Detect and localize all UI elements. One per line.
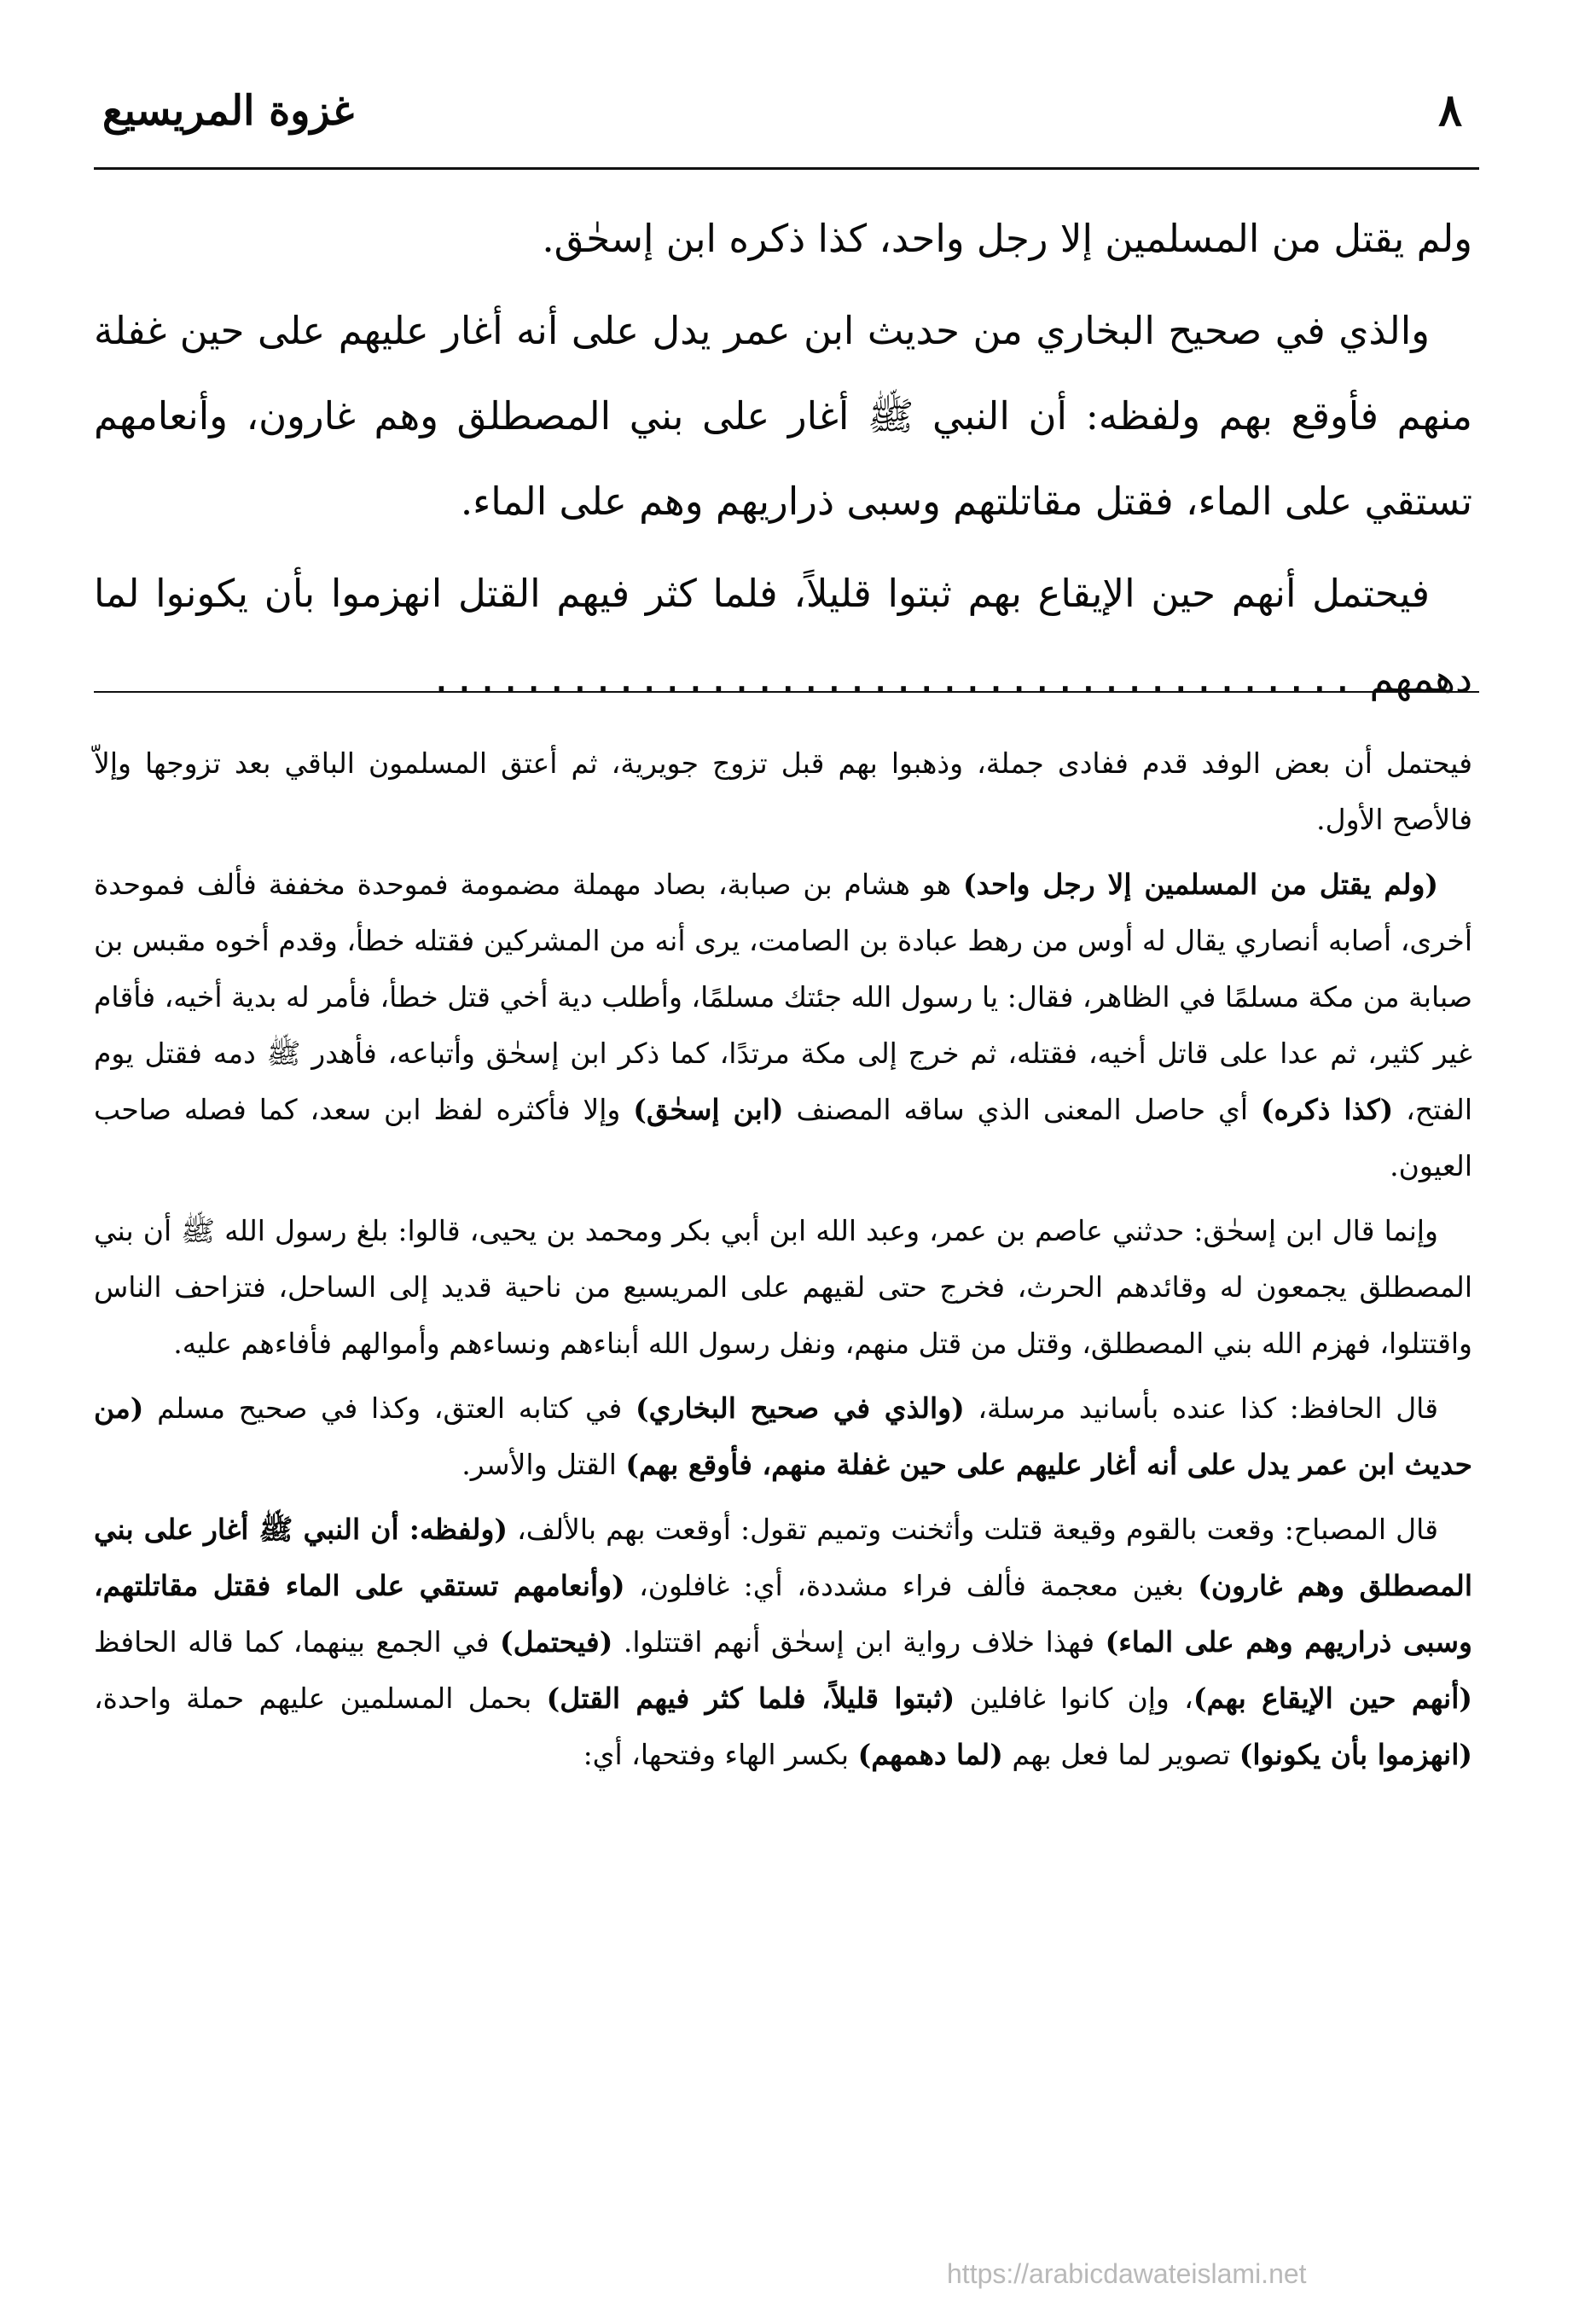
quoted-phrase: (انهزموا بأن يكونوا) [1239, 1738, 1472, 1771]
quoted-phrase: (من حديث ابن عمر يدل على أنه أغار عليهم على حين غفلة منهم، فأوقع بهم) [94, 1391, 1472, 1481]
quoted-phrase: (ولم يقتل من المسلمين إلا رجل واحد) [963, 868, 1438, 901]
commentary-text-span: أي حاصل المعنى الذي ساقه المصنف [783, 1093, 1261, 1126]
quoted-phrase: (أنهم حين الإيقاع بهم) [1193, 1682, 1473, 1715]
commentary-text-span: قال الحافظ: كذا عنده بأسانيد مرسلة، [964, 1391, 1439, 1425]
commentary-rule [94, 691, 1479, 693]
quoted-phrase: (ولفظه: أن النبي ﷺ أغار على بني المصطلق وهم غارون) [94, 1513, 1473, 1602]
commentary-paragraph-3: وإنما قال ابن إسحٰق: حدثني عاصم بن عمر، وعبد الله ابن أبي بكر ومحمد بن يحيى، قالوا: بلغ رسول الله ﷺ أن بني المصطلق يجمعون له وقائدهم الحرث، فخرج حتى لقيهم على المريسيع من ناحية قديد إلى الساحل، فتزاحف الناس واقتتلوا، فهزم الله بني المصطلق، وقتل من قتل منهم، ونفل رسول الله أبناءهم ونساءهم وأموالهم فأفاءهم عليه. [94, 1214, 1472, 1360]
quoted-phrase: (وأنعامهم تستقي على الماء فقتل مقاتلتهم، وسبى ذراريهم وهم على الماء) [94, 1569, 1472, 1659]
header-rule [94, 167, 1479, 170]
main-paragraph-3 [94, 551, 1472, 722]
commentary-text-span: ، وإن كانوا غافلين [955, 1682, 1193, 1715]
commentary-text-span: بحمل المسلمين عليهم حملة واحدة، [94, 1682, 547, 1715]
running-title: غزوة المريسيع [102, 87, 355, 135]
commentary-text-span: في الجمع بينهما، كما قاله الحافظ [94, 1625, 501, 1659]
commentary-text-span: تصوير لما فعل بهم [1002, 1738, 1239, 1771]
commentary-text [94, 735, 1472, 1792]
main-paragraph-3-text: فيحتمل أنهم حين الإيقاع بهم ثبتوا قليلاً، فلما كثر فيهم القتل انهزموا بأن يكونوا لما دهمهم [94, 571, 1472, 701]
commentary-text-span: فهذا خلاف رواية ابن إسحٰق أنهم اقتتلوا. [612, 1625, 1106, 1659]
commentary-text-span: القتل والأسر. [461, 1448, 626, 1481]
quoted-phrase: (والذي في صحيح البخاري) [635, 1391, 965, 1425]
quoted-phrase: (فيحتمل) [500, 1625, 613, 1659]
commentary-paragraph-4 [94, 1380, 1472, 1493]
quoted-phrase: (ثبتوا قليلاً، فلما كثر فيهم القتل) [546, 1682, 955, 1715]
page-number: ٨ [1438, 84, 1462, 137]
watermark-url: https://arabicdawateislami.net [947, 2258, 1307, 2289]
quoted-phrase: (كذا ذكره) [1260, 1093, 1394, 1126]
main-text [94, 196, 1472, 729]
main-paragraph-2: والذي في صحيح البخاري من حديث ابن عمر يدل على أنه أغار عليهم على حين غفلة منهم فأوقع بهم ولفظه: أن النبي ﷺ أغار على بني المصطلق وهم غارون، وأنعامهم تستقي على الماء، فقتل مقاتلتهم وسبى ذراريهم وهم على الماء. [94, 308, 1472, 524]
main-paragraph-1: ولم يقتل من المسلمين إلا رجل واحد، كذا ذكره ابن إسحٰق. [542, 216, 1472, 261]
continuation-dots: ........................................ [429, 656, 1355, 701]
quoted-phrase: (ابن إسحٰق) [633, 1093, 784, 1126]
commentary-paragraph-1: فيحتمل أن بعض الوفد قدم ففادى جملة، وذهبوا بهم قبل تزوج جويرية، ثم أعتق المسلمون الباقي بعد تزوجها وإلاّ فالأصح الأول. [94, 747, 1472, 836]
commentary-text-span: في كتابه العتق، وكذا في صحيح مسلم [143, 1391, 636, 1425]
commentary-paragraph-2 [94, 857, 1472, 1194]
quoted-phrase: (لما دهمهم) [857, 1738, 1003, 1771]
commentary-text-span: قال المصباح: وقعت بالقوم وقيعة قتلت وأثخنت وتميم تقول: أوقعت بهم بالألف، [508, 1513, 1438, 1546]
commentary-paragraph-5 [94, 1502, 1472, 1783]
page-header [94, 77, 1479, 145]
commentary-text-span: بكسر الهاء وفتحها، أي: [583, 1738, 858, 1771]
commentary-text-span: وإلا فأكثره لفظ ابن سعد، كما فصله صاحب العيون. [94, 1093, 1472, 1182]
commentary-text-span: هو هشام بن صبابة، بصاد مهملة مضمومة فموحدة مخففة فألف فموحدة أخرى، أصابه أنصاري يقال له أوس من رهط عبادة بن الصامت، يرى أنه من المشركين فقتله خطأ، وقدم أخوه مقبس بن صبابة من مكة مسلمًا في الظاهر، فقال: يا رسول الله جئتك مسلمًا، وأطلب دية أخي قتل خطأ، فأمر له بدية أخيه، فأقام غير كثير، ثم عدا على قاتل أخيه، فقتله، ثم خرج إلى مكة مرتدًا، كما ذكر ابن إسحٰق وأتباعه، فأهدر ﷺ دمه فقتل يوم الفتح، [94, 868, 1472, 1126]
commentary-text-span: بغين معجمة فألف فراء مشددة، أي: غافلون، [624, 1569, 1199, 1602]
